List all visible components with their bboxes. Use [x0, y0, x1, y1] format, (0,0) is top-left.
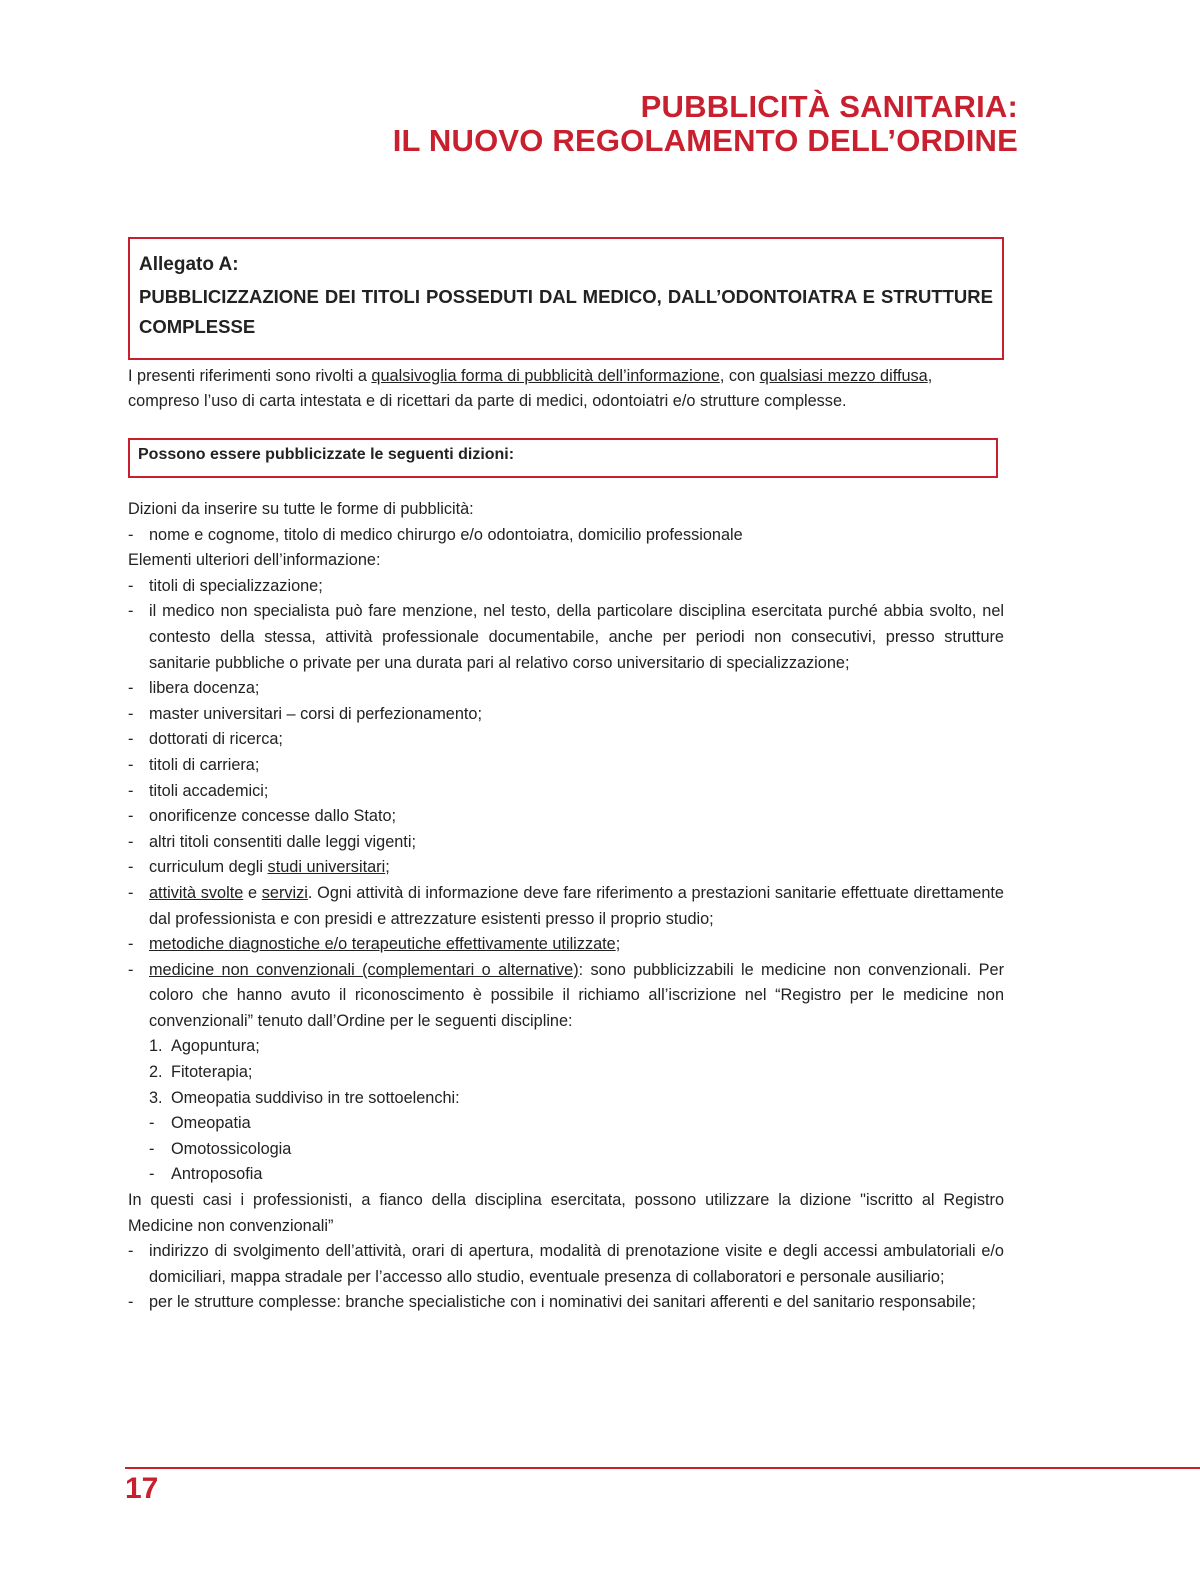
page-title-line-1: PUBBLICITÀ SANITARIA: — [640, 89, 1018, 124]
intro-paragraph — [128, 364, 1004, 414]
list-item — [128, 958, 1004, 1035]
list-item: - per le strutture complesse: branche specialistiche con i nominativi dei sanitari afferenti e del sanitario responsabile; — [128, 1290, 1004, 1316]
numbered-item — [128, 1034, 1004, 1060]
list-item: - titoli di specializzazione; — [128, 574, 1004, 600]
sub-list-item: - Antroposofia — [128, 1162, 1004, 1188]
item-number: 1. — [149, 1037, 163, 1056]
list-item-text: curriculum degli — [149, 858, 268, 877]
list-item: - nome e cognome, titolo di medico chirurgo e/o odontoiatra, domicilio professionale — [128, 523, 1004, 549]
list-item-text: ; — [615, 935, 621, 954]
list-item: - indirizzo di svolgimento dell’attività, orari di apertura, modalità di prenotazione visite e degli accessi ambulatoriali e/o domiciliari, mappa stradale per l’accesso allo studio, eventuale presenza di collaboratori e personale ausiliario; — [128, 1239, 1004, 1290]
paragraph: Elementi ulteriori dell’informazione: — [128, 551, 381, 570]
paragraph: Dizioni da inserire su tutte le forme di pubblicità: — [128, 500, 474, 518]
list-item-text: : sono pubblicizzabili le medicine non convenzionali. Per coloro che hanno avuto il riconoscimento è possibile il richiamo all’iscrizione nel “Registro per le medicine non convenzionali” tenuto dall’Ordine per le seguenti discipline: — [149, 960, 1004, 1030]
intro-underline-2: qualsiasi mezzo diffusa — [759, 367, 928, 385]
list-item-underlined: servizi — [261, 883, 308, 902]
intro-text-1: I presenti riferimenti sono rivolti a — [128, 367, 372, 385]
item-text: Agopuntura; — [171, 1037, 260, 1056]
paragraph: In questi casi i professionisti, a fianco della disciplina esercitata, possono utilizzare la dizione "iscritto al Registro Medicine non convenzionali” — [128, 1191, 1004, 1235]
allegato-heading: PUBBLICIZZAZIONE DEI TITOLI POSSEDUTI DAL MEDICO, DALL’ODONTOIATRA E STRUTTURE COMPLESSE — [139, 286, 993, 337]
list-item: - titoli di carriera; — [128, 753, 1004, 779]
list-item: - libera docenza; — [128, 676, 1004, 702]
item-number: 3. — [149, 1088, 163, 1107]
item-number: 2. — [149, 1063, 163, 1082]
list-item-text: . Ogni attività di informazione deve fare riferimento a prestazioni sanitarie effettuate direttamente dal professionista e con presidi e attrezzature esistenti presso il proprio studio; — [149, 883, 1004, 928]
sub-list-item: - Omotossicologia — [128, 1137, 1004, 1163]
list-item — [128, 932, 1004, 958]
page-title — [393, 90, 1018, 158]
list-item-underlined: medicine non convenzionali (complementari o alternative) — [149, 960, 579, 979]
intro-text-2: , con — [719, 367, 760, 385]
list-item: - altri titoli consentiti dalle leggi vigenti; — [128, 830, 1004, 856]
list-item-underlined: metodiche diagnostiche e/o terapeutiche effettivamente utilizzate — [149, 935, 616, 954]
allegato-box — [128, 237, 1004, 360]
sub-list-item: - Omeopatia — [128, 1111, 1004, 1137]
list-item — [128, 855, 1004, 881]
list-item: - titoli accademici; — [128, 779, 1004, 805]
numbered-item — [128, 1060, 1004, 1086]
intro-underline-1: qualsivoglia forma di pubblicità dell’informazione — [371, 367, 720, 385]
list-item-underlined: attività svolte — [149, 883, 244, 902]
list-item — [128, 881, 1004, 932]
list-item: - dottorati di ricerca; — [128, 727, 1004, 753]
list-item-text: e — [243, 883, 262, 902]
footer-rule — [125, 1467, 1200, 1469]
page-title-line-2: IL NUOVO REGOLAMENTO DELL’ORDINE — [392, 123, 1018, 158]
page-number: 17 — [125, 1472, 159, 1505]
list-item: - onorificenze concesse dallo Stato; — [128, 804, 1004, 830]
item-text: Fitoterapia; — [171, 1063, 253, 1082]
dizioni-box: Possono essere pubblicizzate le seguenti dizioni: — [128, 438, 998, 478]
list-item: - master universitari – corsi di perfezionamento; — [128, 702, 1004, 728]
list-item-text: ; — [385, 858, 390, 877]
allegato-label: Allegato A: — [139, 254, 239, 275]
item-text: Omeopatia suddiviso in tre sottoelenchi: — [171, 1088, 460, 1107]
content-body — [128, 497, 1004, 1316]
numbered-item — [128, 1086, 1004, 1112]
list-item-underlined: studi universitari — [267, 858, 386, 877]
intro-text-3: , compreso l’uso di carta intestata e di ricettari da parte di medici, odontoiatri e/o strutture complesse. — [128, 367, 933, 410]
list-item: - il medico non specialista può fare menzione, nel testo, della particolare disciplina esercitata purché abbia svolto, nel contesto della stessa, attività professionale documentabile, anche per periodi non consecutivi, presso strutture sanitarie pubbliche o private per una durata pari al relativo corso universitario di specializzazione; — [128, 599, 1004, 676]
